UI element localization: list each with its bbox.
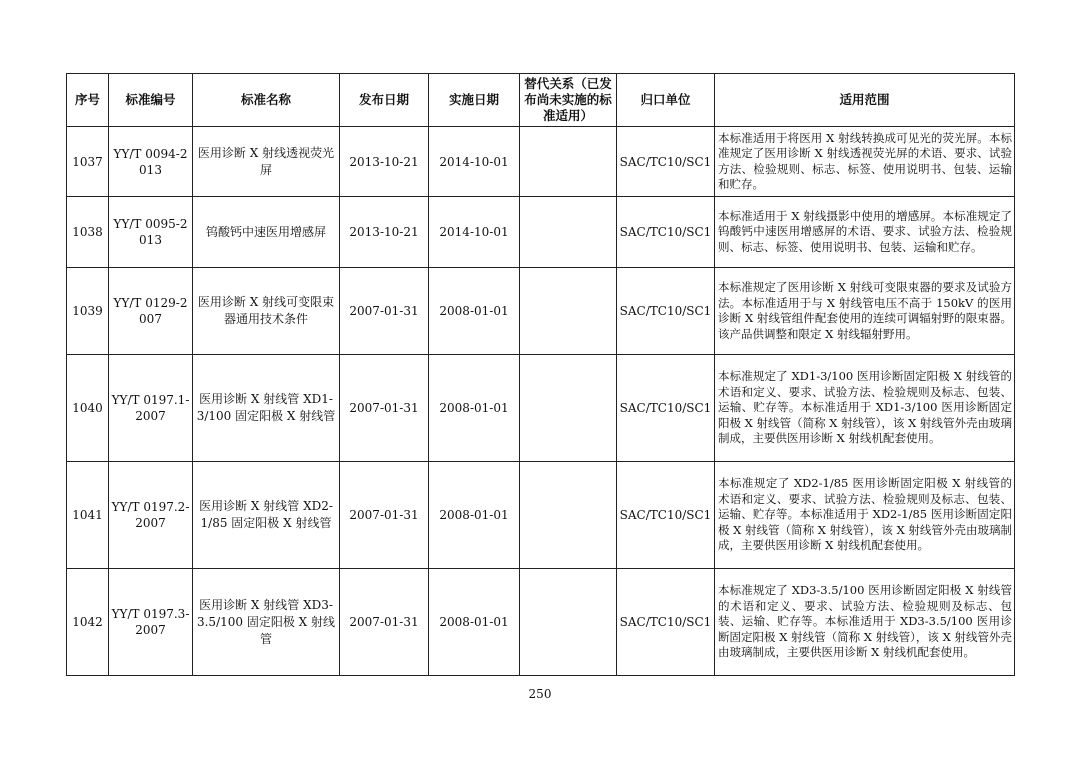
cell-name: 医用诊断 X 射线管 XD3-3.5/100 固定阳极 X 射线管: [193, 569, 340, 676]
table-header-row: [67, 74, 1015, 127]
header-code: 标准编号: [109, 74, 193, 127]
cell-implement-date: 2008-01-01: [429, 268, 520, 355]
cell-publish-date: 2007-01-31: [340, 569, 429, 676]
cell-implement-date: 2014-10-01: [429, 127, 520, 197]
cell-scope: 本标准规定了 XD1-3/100 医用诊断固定阳极 X 射线管的术语和定义、要求、试验方法、检验规则及标志、包装、运输、贮存等。本标准适用于 XD1-3/100 医用诊断固定阳极 X 射线管（简称 X 射线管），该 X 射线管外壳由玻璃制成，主要供医用诊断 X 射线机配套使用。: [715, 355, 1015, 462]
header-unit: 归口单位: [617, 74, 715, 127]
header-scope: 适用范围: [715, 74, 1015, 127]
standards-table: [66, 73, 1015, 676]
cell-code: YY/T 0094-2013: [109, 127, 193, 197]
cell-implement-date: 2014-10-01: [429, 197, 520, 268]
cell-publish-date: 2007-01-31: [340, 462, 429, 569]
header-no: 序号: [67, 74, 109, 127]
cell-replacement: [520, 127, 617, 197]
cell-publish-date: 2013-10-21: [340, 127, 429, 197]
cell-no: 1042: [67, 569, 109, 676]
cell-unit: SAC/TC10/SC1: [617, 355, 715, 462]
header-implement-date: 实施日期: [429, 74, 520, 127]
header-name: 标准名称: [193, 74, 340, 127]
cell-replacement: [520, 355, 617, 462]
table-row: [67, 462, 1015, 569]
cell-unit: SAC/TC10/SC1: [617, 197, 715, 268]
cell-replacement: [520, 268, 617, 355]
cell-name: 钨酸钙中速医用增感屏: [193, 197, 340, 268]
cell-no: 1040: [67, 355, 109, 462]
cell-no: 1038: [67, 197, 109, 268]
cell-implement-date: 2008-01-01: [429, 355, 520, 462]
header-publish-date: 发布日期: [340, 74, 429, 127]
cell-name: 医用诊断 X 射线透视荧光屏: [193, 127, 340, 197]
cell-unit: SAC/TC10/SC1: [617, 569, 715, 676]
cell-scope: 本标准适用于 X 射线摄影中使用的增感屏。本标准规定了钨酸钙中速医用增感屏的术语、要求、试验方法、检验规则、标志、标签、使用说明书、包装、运输和贮存。: [715, 197, 1015, 268]
cell-replacement: [520, 569, 617, 676]
cell-publish-date: 2007-01-31: [340, 355, 429, 462]
cell-publish-date: 2007-01-31: [340, 268, 429, 355]
cell-scope: 本标准规定了医用诊断 X 射线可变限束器的要求及试验方法。本标准适用于与 X 射线管电压不高于 150kV 的医用诊断 X 射线管组件配套使用的连续可调辐射野的限束器。该产品供调整和限定 X 射线辐射野用。: [715, 268, 1015, 355]
cell-code: YY/T 0095-2013: [109, 197, 193, 268]
cell-scope: 本标准规定了 XD3-3.5/100 医用诊断固定阳极 X 射线管的术语和定义、要求、试验方法、检验规则及标志、包装、运输、贮存等。本标准适用于 XD3-3.5/100 医用诊断固定阳极 X 射线管（简称 X 射线管），该 X 射线管外壳由玻璃制成，主要供医用诊断 X 射线机配套使用。: [715, 569, 1015, 676]
cell-name: 医用诊断 X 射线可变限束器通用技术条件: [193, 268, 340, 355]
page-number: 250: [528, 687, 552, 701]
cell-replacement: [520, 462, 617, 569]
cell-no: 1037: [67, 127, 109, 197]
cell-implement-date: 2008-01-01: [429, 569, 520, 676]
table-row: [67, 355, 1015, 462]
table-row: [67, 569, 1015, 676]
cell-code: YY/T 0129-2007: [109, 268, 193, 355]
cell-publish-date: 2013-10-21: [340, 197, 429, 268]
table-row: [67, 127, 1015, 197]
cell-implement-date: 2008-01-01: [429, 462, 520, 569]
cell-replacement: [520, 197, 617, 268]
cell-code: YY/T 0197.2-2007: [109, 462, 193, 569]
cell-no: 1041: [67, 462, 109, 569]
table-row: [67, 197, 1015, 268]
table-row: [67, 268, 1015, 355]
cell-unit: SAC/TC10/SC1: [617, 462, 715, 569]
cell-code: YY/T 0197.3-2007: [109, 569, 193, 676]
header-replacement: 替代关系（已发布尚未实施的标准适用）: [520, 74, 617, 127]
cell-code: YY/T 0197.1-2007: [109, 355, 193, 462]
cell-scope: 本标准规定了 XD2-1/85 医用诊断固定阳极 X 射线管的术语和定义、要求、试验方法、检验规则及标志、包装、运输、贮存等。本标准适用于 XD2-1/85 医用诊断固定阳极 X 射线管（简称 X 射线管），该 X 射线管外壳由玻璃制成，主要供医用诊断 X 射线机配套使用。: [715, 462, 1015, 569]
cell-name: 医用诊断 X 射线管 XD2-1/85 固定阳极 X 射线管: [193, 462, 340, 569]
cell-unit: SAC/TC10/SC1: [617, 127, 715, 197]
cell-no: 1039: [67, 268, 109, 355]
cell-name: 医用诊断 X 射线管 XD1-3/100 固定阳极 X 射线管: [193, 355, 340, 462]
cell-scope: 本标准适用于将医用 X 射线转换成可见光的荧光屏。本标准规定了医用诊断 X 射线透视荧光屏的术语、要求、试验方法、检验规则、标志、标签、使用说明书、包装、运输和贮存。: [715, 127, 1015, 197]
cell-unit: SAC/TC10/SC1: [617, 268, 715, 355]
